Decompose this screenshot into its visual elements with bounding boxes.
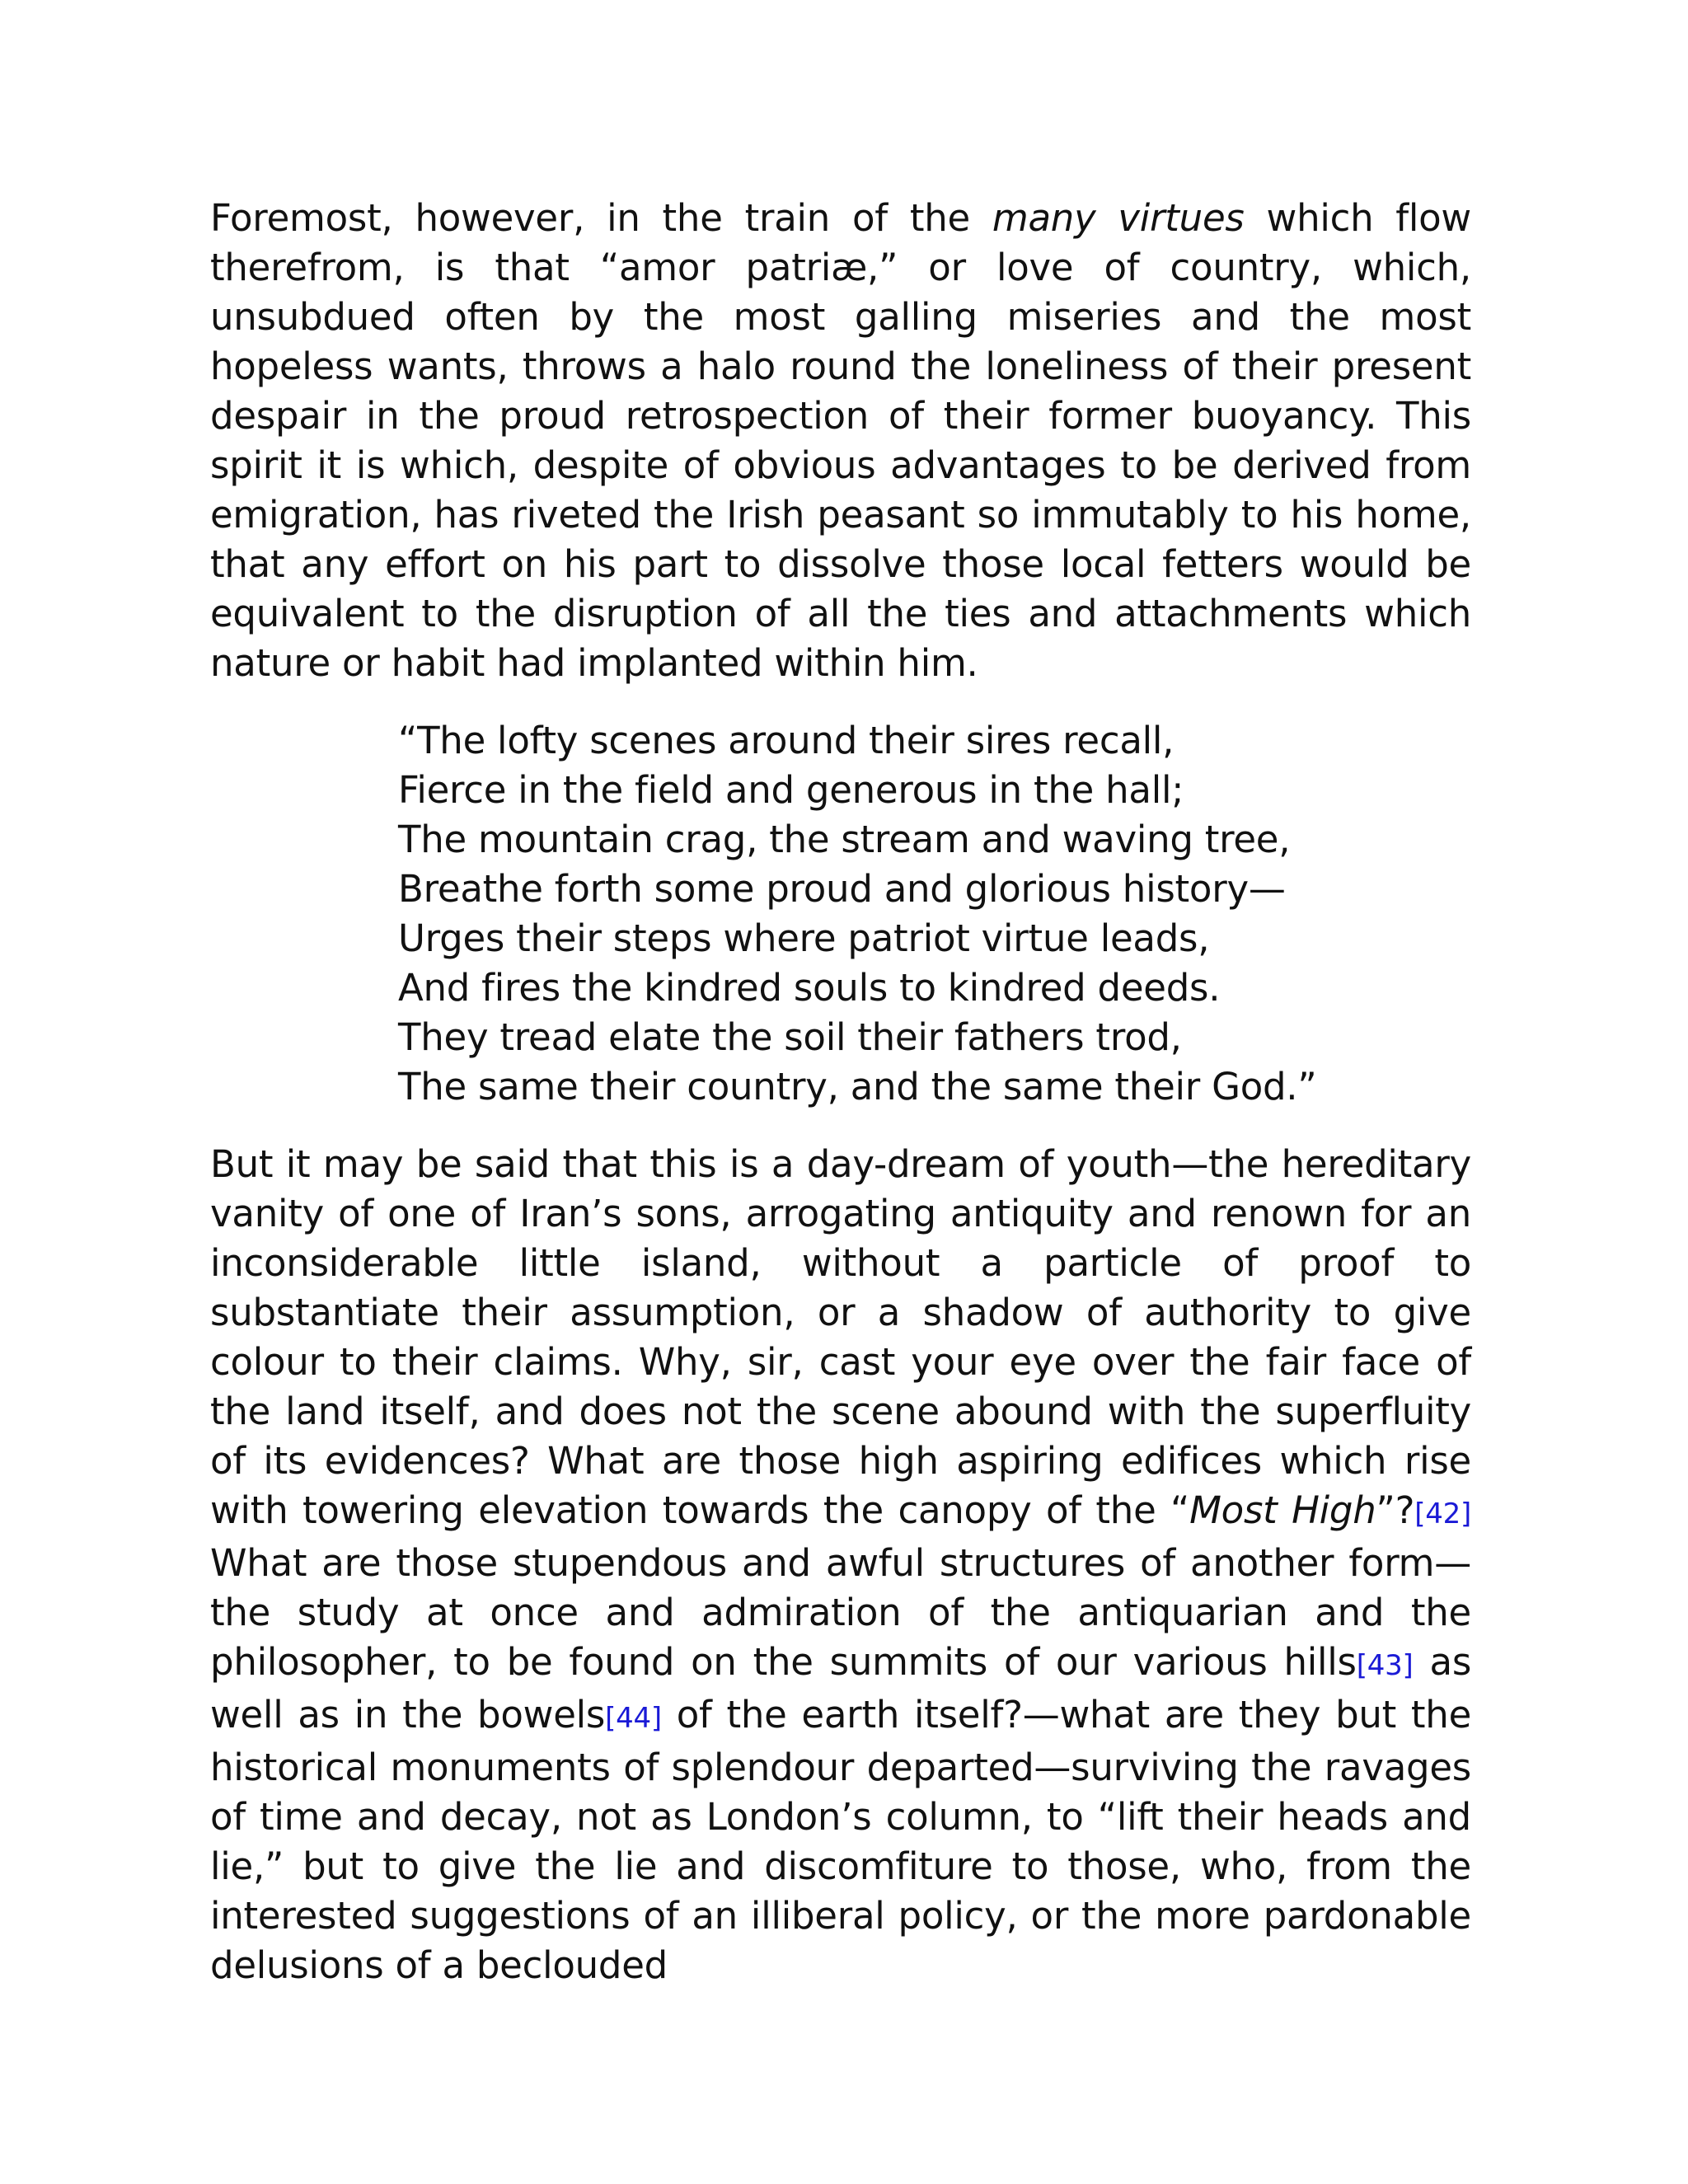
footnote-link-42[interactable]: [42]	[1414, 1497, 1471, 1530]
verse-line: They tread elate the soil their fathers trod,	[398, 1015, 1182, 1059]
paragraph-text: which flow therefrom, is that “amor patriæ,” or love of country, which, unsubdued often by the most galling miseries and the most hopeless wants, throws a halo round the loneliness of their present despair in the proud retrospection of their former buoyancy. This spirit it is which, despite of obvious advantages to be derived from emigration, has riveted the Irish peasant so immutably to his home, that any effort on his part to dissolve those local fetters would be equivalent to the disruption of all the ties and attachments which nature or habit had implanted within him.	[210, 196, 1471, 685]
paragraph-day-dream	[210, 1140, 1471, 1990]
paragraph-text: of the earth itself?—what are they but the historical monuments of splendour departed—surviving the ravages of time and decay, not as London’s column, to “lift their heads and lie,” but to give the lie and discomfiture to those, who, from the interested suggestions of an illiberal policy, or the more pardonable delusions of a beclouded	[210, 1693, 1472, 1987]
verse-quotation	[398, 716, 1471, 1112]
paragraph-text: What are those stupendous and awful structures of another form—the study at once and admiration of the antiquarian and the philosopher, to be found on the summits of our various hills	[210, 1541, 1471, 1684]
verse-line: Fierce in the field and generous in the hall;	[398, 768, 1184, 812]
footnote-link-43[interactable]: [43]	[1356, 1649, 1414, 1682]
document-page	[210, 194, 1471, 1990]
verse-line: Urges their steps where patriot virtue leads,	[398, 916, 1210, 960]
paragraph-text: ”?	[1376, 1488, 1415, 1532]
italic-phrase: Most High	[1189, 1488, 1376, 1532]
verse-line: Breathe forth some proud and glorious history—	[398, 867, 1286, 911]
verse-line: And fires the kindred souls to kindred deeds.	[398, 966, 1221, 1010]
footnote-link-44[interactable]: [44]	[605, 1702, 662, 1735]
paragraph-amor-patriae	[210, 194, 1471, 688]
paragraph-text: as well as in the bowels	[210, 1640, 1472, 1736]
verse-line: The mountain crag, the stream and waving tree,	[398, 818, 1291, 861]
verse-line: The same their country, and the same their God.”	[398, 1065, 1317, 1108]
verse-line: “The lofty scenes around their sires recall,	[398, 719, 1175, 762]
paragraph-text: Foremost, however, in the train of the	[210, 196, 992, 240]
paragraph-text: But it may be said that this is a day-dream of youth—the hereditary vanity of one of Iran’s sons, arrogating antiquity and renown for an inconsiderable little island, without a particle of proof to substantiate their assumption, or a shadow of authority to give colour to their claims. Why, sir, cast your eye over the fair face of the land itself, and does not the scene abound with the superfluity of its evidences? What are those high aspiring edifices which rise with towering elevation towards the canopy of the “	[210, 1142, 1471, 1532]
italic-phrase: many virtues	[992, 196, 1245, 240]
